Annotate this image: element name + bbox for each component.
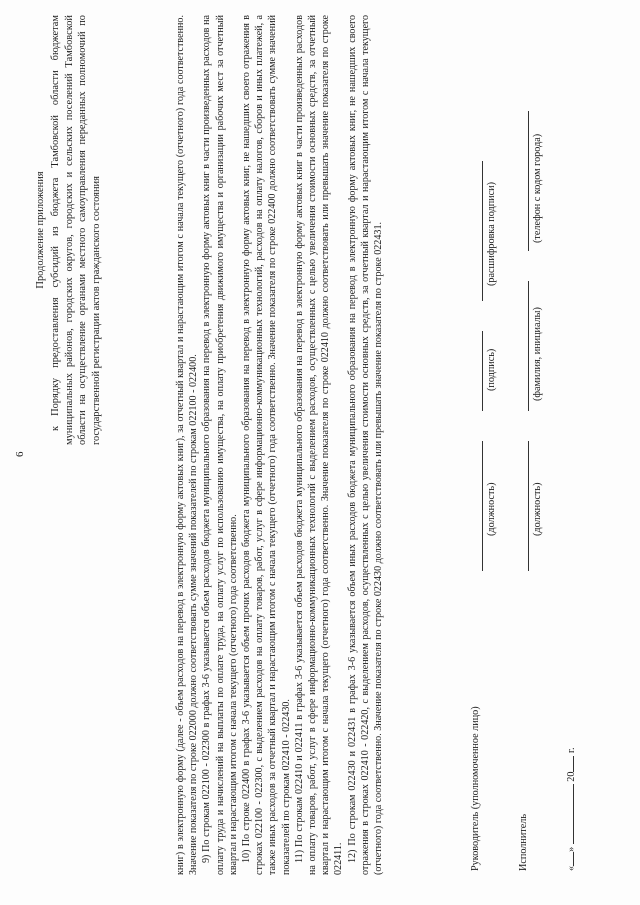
head-decoding-line bbox=[482, 161, 483, 301]
year-prefix: 20 bbox=[566, 771, 577, 782]
paragraph: 10) По строке 022400 в графах 3-6 указывается объем прочих расходов бюджета муниципального образования на перевод в электронную форму актовых книг, не нашедших своего отражения в строках 022100 - 022300, с выделением расходов на оплату товаров, работ, услуг в сфере информационно-коммуникационных технологий, расходов на оплату налогов, сборов и иных платежей, а также иных расходов за отчетный квартал и нарастающим итогом с начала текущего (отчетного) года соответственно. Значение показателя по строке 022400 должно соответствовать сумме значений показателей по строкам 022410 - 022430. bbox=[241, 15, 292, 875]
paragraph: 9) По строкам 022100 - 022300 в графах 3-6 указывается объем расходов бюджета муниципального образования на перевод в электронную форму актовых книг в части произведенных расходов на оплату труда и начислений на выплаты по оплате труда, на оплату услуг по использованию имущества, на оплату приобретения движимого имущества и организации рабочих мест за отчетный квартал и нарастающим итогом с начала текущего (отчетного) года соответственно. bbox=[201, 15, 239, 875]
head-signature-line bbox=[482, 331, 483, 411]
name-hint: (фамилия, инициалы) bbox=[532, 307, 543, 401]
head-position-line bbox=[482, 441, 483, 571]
executor-phone-line bbox=[528, 111, 529, 251]
appendix-reference: к Порядку предоставления субсидий из бюджета Тамбовской области бюджетам муниципальных районов, городских округов, городских и сельских поселений Тамбовской области на осуществление органами местного самоуправления переданных полномочий по государственной регистрации актов гражданского состояния bbox=[50, 15, 102, 445]
executor-position-line bbox=[528, 441, 529, 571]
month-blank bbox=[573, 784, 574, 844]
paragraph: 12) По строкам 022430 и 022431 в графах 3-6 указывается объем иных расходов бюджета муниципального образования на перевод в электронную форму актовых книг, не нашедших своего отражения в строках 022410 - 022420, с выделением расходов, осуществленных с целью увеличения стоимости основных средств, за отчетный квартал и нарастающим итогом с начала текущего (отчетного) года соответственно. Значение показателя по строке 022430 должно соответствовать или превышать значение показателя по строке 022431. bbox=[346, 15, 385, 875]
paragraph: 11) По строкам 022410 и 022411 в графах 3-6 указывается объем расходов бюджета муниципального образования на перевод в электронную форму актовых книг в части произведенных расходов на оплату товаров, работ, услуг в сфере информационно-коммуникационных технологий с выделением расходов, осуществленных с целью увеличения стоимости основных средств, за отчетный квартал и нарастающим итогом с начала текущего (отчетного) года соответственно. Значение показателя по строке 022410 должно соответствовать или превышать значение показателя по строке 022411. bbox=[293, 15, 345, 875]
date-line bbox=[566, 747, 577, 871]
appendix-header bbox=[34, 15, 103, 445]
appendix-continuation: Продолжение приложения bbox=[35, 171, 46, 289]
executor-name-line bbox=[528, 281, 529, 411]
position-hint: (должность) bbox=[486, 482, 497, 536]
executor-label: Исполнитель bbox=[518, 814, 529, 871]
phone-hint: (телефон с кодом города) bbox=[532, 133, 543, 243]
head-label: Руководитель (уполномоченное лицо) bbox=[470, 706, 481, 871]
instructions-body bbox=[174, 15, 385, 875]
date-open-quote: « bbox=[566, 865, 577, 871]
signature-hint: (подпись) bbox=[486, 348, 497, 391]
year-suffix: г. bbox=[566, 747, 577, 753]
day-blank bbox=[573, 852, 574, 866]
year-blank bbox=[573, 756, 574, 772]
date-close-quote: » bbox=[566, 846, 577, 852]
paragraph: книг) в электронную форму (далее - объем расходов на перевод в электронную форму актовых книг), за отчетный квартал и нарастающим итогом с начала текущего (отчетного) года соответственно. Значение показателя по строке 022000 должно соответствовать сумме значений показателей по строкам 022100 - 022400. bbox=[175, 15, 200, 875]
page-number: 6 bbox=[14, 451, 26, 457]
decoding-hint: (расшифровка подписи) bbox=[486, 182, 497, 286]
position-hint: (должность) bbox=[532, 482, 543, 536]
